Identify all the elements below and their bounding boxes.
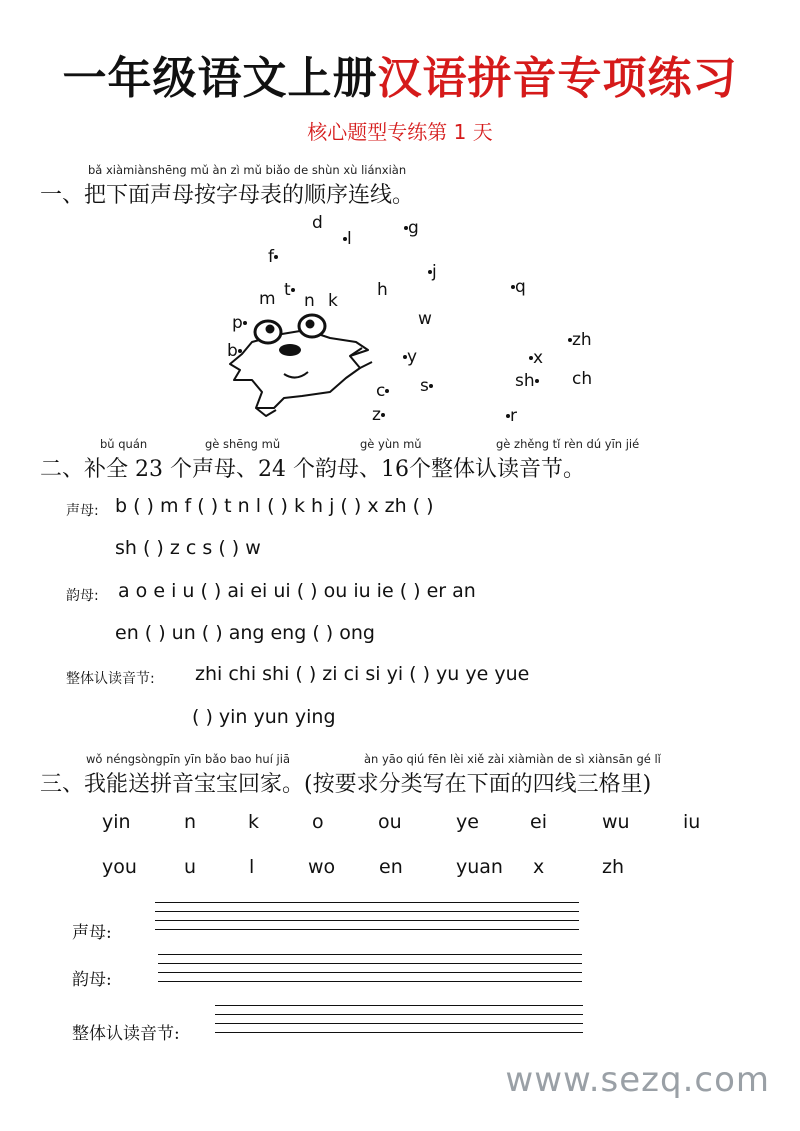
- title-part1: 一年级语文上册: [62, 53, 378, 104]
- sort-item: o: [312, 811, 324, 833]
- writing-lines-shengmu[interactable]: [155, 902, 579, 938]
- category-zhengti-label: 整体认读音节:: [72, 1024, 180, 1044]
- sort-item: k: [248, 811, 260, 833]
- sort-item: wo: [308, 856, 336, 878]
- sort-item: ye: [456, 811, 479, 833]
- sort-item: zh: [602, 856, 625, 878]
- shengmu-label: 声母:: [66, 503, 99, 519]
- zhengti-row-2: ( ) yin yun ying: [192, 706, 336, 728]
- watermark: www.sezq.com: [505, 1060, 770, 1100]
- sort-item: iu: [683, 811, 701, 833]
- sort-item: en: [379, 856, 403, 878]
- zhengti-label: 整体认读音节:: [66, 671, 155, 687]
- shengmu-row-2: sh ( ) z c s ( ) w: [115, 537, 261, 559]
- shengmu-row-1: b ( ) m f ( ) t n l ( ) k h j ( ) x zh ( ): [115, 495, 434, 517]
- sort-item: x: [533, 856, 545, 878]
- letter-c: c: [376, 381, 389, 401]
- letter-y: y: [403, 347, 417, 367]
- letter-l: l: [343, 229, 352, 249]
- category-shengmu-label: 声母:: [72, 923, 112, 943]
- yunmu-label: 韵母:: [66, 588, 99, 604]
- zhengti-row-1: zhi chi shi ( ) zi ci si yi ( ) yu ye yue: [195, 663, 530, 685]
- letter-p: p: [232, 313, 247, 333]
- letter-zh: zh: [568, 330, 592, 350]
- q3-text: 三、我能送拼音宝宝回家。(按要求分类写在下面的四线三格里): [40, 772, 652, 797]
- q2-pinyin-4: gè zhěng tǐ rèn dú yīn jié: [496, 437, 640, 451]
- sort-item: u: [184, 856, 197, 878]
- letter-z: z: [372, 405, 385, 425]
- writing-lines-yunmu[interactable]: [158, 954, 582, 990]
- sort-item: ei: [530, 811, 547, 833]
- q1-text: 一、把下面声母按字母表的顺序连线。: [40, 183, 415, 208]
- letter-d: d: [312, 213, 323, 233]
- sort-item: ou: [378, 811, 402, 833]
- letter-sh: sh: [515, 371, 539, 391]
- sort-item: you: [102, 856, 137, 878]
- category-yunmu-label: 韵母:: [72, 970, 112, 990]
- q3-pinyin-2: àn yāo qiú fēn lèi xiě zài xiàmiàn de sì xiànsān gé lǐ: [364, 752, 661, 766]
- yunmu-row-2: en ( ) un ( ) ang eng ( ) ong: [115, 622, 375, 644]
- letter-q: q: [511, 277, 526, 297]
- cartoon-character-illustration: [222, 312, 382, 422]
- letter-m: m: [259, 289, 276, 309]
- sort-item: l: [249, 856, 255, 878]
- letter-ch: ch: [572, 369, 593, 389]
- yunmu-row-1: a o e i u ( ) ai ei ui ( ) ou iu ie ( ) er an: [118, 580, 476, 602]
- page-subtitle: 核心题型专练第 1 天: [307, 120, 493, 144]
- letter-t: t: [284, 280, 295, 300]
- page-title: [0, 42, 800, 106]
- letter-j: j: [428, 262, 437, 282]
- letter-r: r: [506, 406, 517, 426]
- sort-item: yuan: [456, 856, 503, 878]
- q2-pinyin-2: gè shēng mǔ: [205, 437, 281, 451]
- writing-lines-zhengti[interactable]: [215, 1005, 583, 1041]
- letter-w: w: [418, 309, 432, 329]
- q2-pinyin-1: bǔ quán: [100, 437, 148, 451]
- letter-b: b: [227, 341, 242, 361]
- sort-item: yin: [102, 811, 131, 833]
- sort-item: n: [184, 811, 197, 833]
- letter-f: f: [268, 247, 278, 267]
- q2-text: 二、补全 23 个声母、24 个韵母、16个整体认读音节。: [40, 457, 585, 482]
- q2-pinyin-3: gè yùn mǔ: [360, 437, 422, 451]
- letter-s: s: [420, 376, 433, 396]
- title-part2: 汉语拼音专项练习: [377, 53, 738, 104]
- sort-item: wu: [602, 811, 630, 833]
- letter-k: k: [328, 291, 338, 311]
- q1-pinyin: bǎ xiàmiànshēng mǔ àn zì mǔ biǎo de shùn xù liánxiàn: [88, 163, 407, 177]
- letter-x: x: [529, 348, 543, 368]
- letter-g: g: [404, 218, 419, 238]
- q3-pinyin-1: wǒ néngsòngpīn yīn bǎo bao huí jiā: [86, 752, 290, 766]
- letter-h: h: [377, 280, 388, 300]
- letter-n: n: [304, 291, 315, 311]
